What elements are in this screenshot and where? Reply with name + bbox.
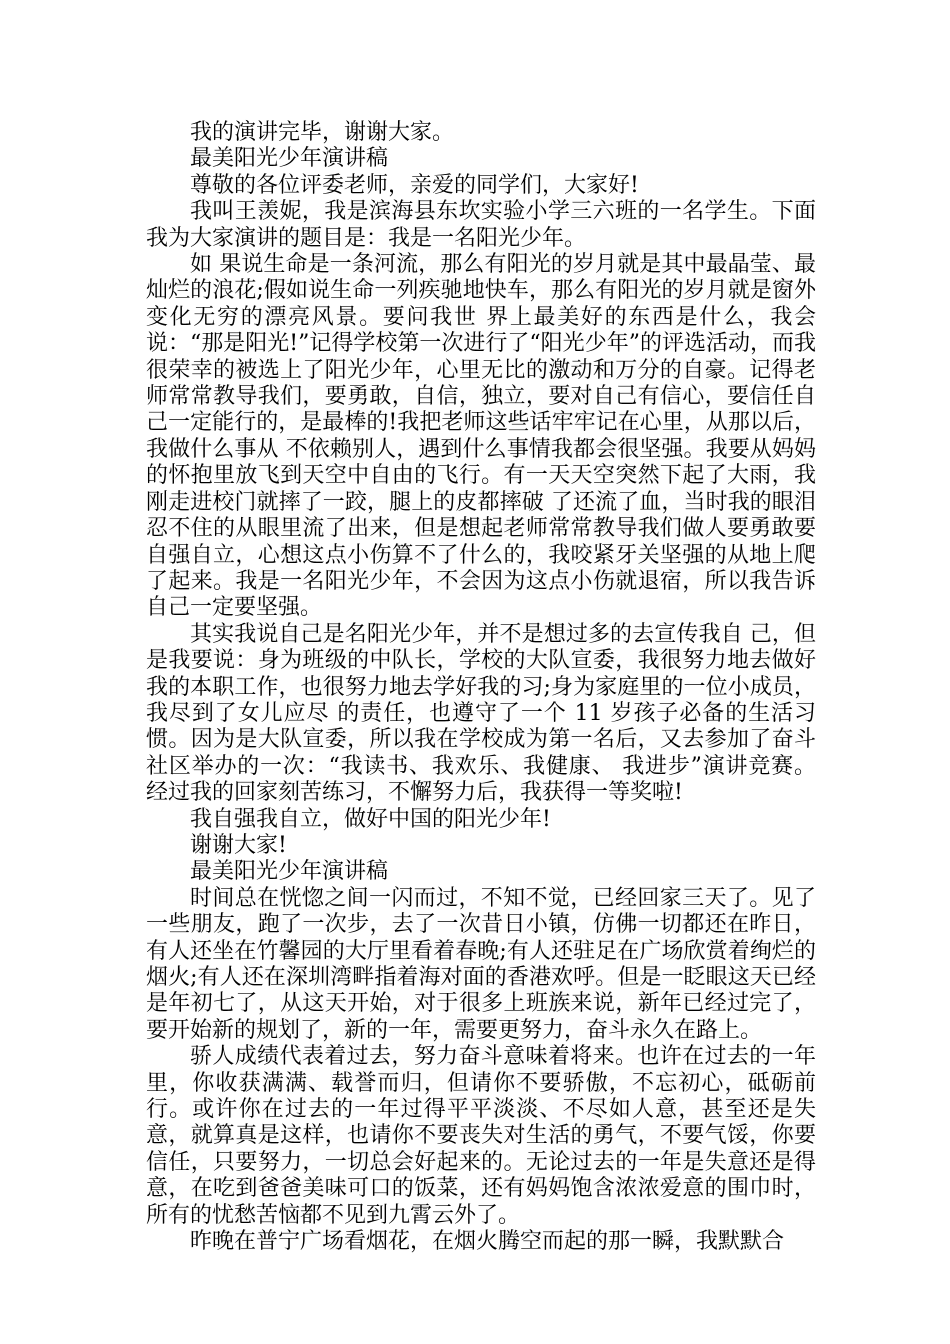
paragraph-body-4: 骄人成绩代表着过去，努力奋斗意味着将来。也许在过去的一年里，你收获满满、载誉而归，但请你不要骄傲，不忘初心，砥砺前行。或许你在过去的一年过得平平淡淡、不尽如人意，甚至还是失意，就算真是这样，也请你不要丧失对生活的勇气，不要气馁，你要信任，只要努力，一切总会好起来的。无论过去的一年是失意还是得意，在吃到爸爸美味可口的饭菜，还有妈妈饱含浓浓爱意的围巾时，所有的忧愁苦恼都不见到九霄云外了。 xyxy=(146,1044,816,1228)
paragraph-body-3: 时间总在恍惚之间一闪而过，不知不觉，已经回家三天了。见了一些朋友，跑了一次步，去了一次昔日小镇，仿佛一切都还在昨日，有人还坐在竹馨园的大厅里看着春晚;有人还驻足在广场欣赏着绚烂的烟火;有人还在深圳湾畔指着海对面的香港欢呼。但是一眨眼这天已经是年初七了，从这天开始，对于很多上班族来说，新年已经过完了，要开始新的规划了，新的一年，需要更努力，奋斗永久在路上。 xyxy=(146,885,816,1043)
paragraph-body-2: 其实我说自己是名阳光少年，并不是想过多的去宣传我自 己，但是我要说：身为班级的中队长，学校的大队宣委，我很努力地去做好我的本职工作，也很努力地去学好我的习;身为家庭里的一位小成员，我尽到了女儿应尽 的责任，也遵守了一个 11 岁孩子必备的生活习惯。因为是大队宣委，所以我在学校成为第一名后，又去参加了奋斗社区举办的一次：“我读书、我欢乐、我健康、 我进步”演讲竞赛。 经过我的回家刻苦练习，不懈努力后，我获得一等奖啦! xyxy=(146,621,816,806)
paragraph-body-5: 昨晚在普宁广场看烟花，在烟火腾空而起的那一瞬，我默默合 xyxy=(190,1229,785,1255)
paragraph-motto: 我自强我自立，做好中国的阳光少年! xyxy=(190,806,551,832)
paragraph-closing-1: 我的演讲完毕，谢谢大家。 xyxy=(190,120,455,145)
document-page xyxy=(146,120,816,1255)
section-title-2: 最美阳光少年演讲稿 xyxy=(190,859,389,885)
paragraph-thanks: 谢谢大家! xyxy=(190,832,287,858)
paragraph-greeting: 尊敬的各位评委老师，亲爱的同学们，大家好! xyxy=(190,172,639,198)
paragraph-introduction: 我叫王羡妮，我是滨海县东坎实验小学三六班的一名学生。下面我为大家演讲的题目是：我是一名阳光少年。 xyxy=(146,199,816,251)
section-title-1: 最美阳光少年演讲稿 xyxy=(190,146,389,172)
paragraph-body-1: 如 果说生命是一条河流，那么有阳光的岁月就是其中最晶莹、最灿烂的浪花;假如说生命一列疾驰地快车，那么有阳光的岁月就是窗外变化无穷的漂亮风景。要问我世 界上最美好的东西是什么，我会说：“那是阳光!”记得学校第一次进行了“阳光少年”的评选活动，而我很荣幸的被选上了阳光少年，心里无比的激动和万分的自豪。记得老师常常教导我们，要勇敢，自信，独立，要对自己有信心，要信任自己一定能行的，是最棒的!我把老师这些话牢牢记在心里，从那以后，我做什么事从 不依赖别人，遇到什么事情我都会很坚强。我要从妈妈的怀抱里放飞到天空中自由的飞行。有一天天空突然下起了大雨，我刚走进校门就摔了一跤，腿上的皮都摔破 了还流了血，当时我的眼泪忍不住的从眼里流了出来，但是想起老师常常教导我们做人要勇敢要自强自立，心想这点小伤算不了什么的，我咬紧牙关坚强的从地上爬 了起来。我是一名阳光少年，不会因为这点小伤就退宿，所以我告诉自己一定要坚强。 xyxy=(146,252,816,621)
